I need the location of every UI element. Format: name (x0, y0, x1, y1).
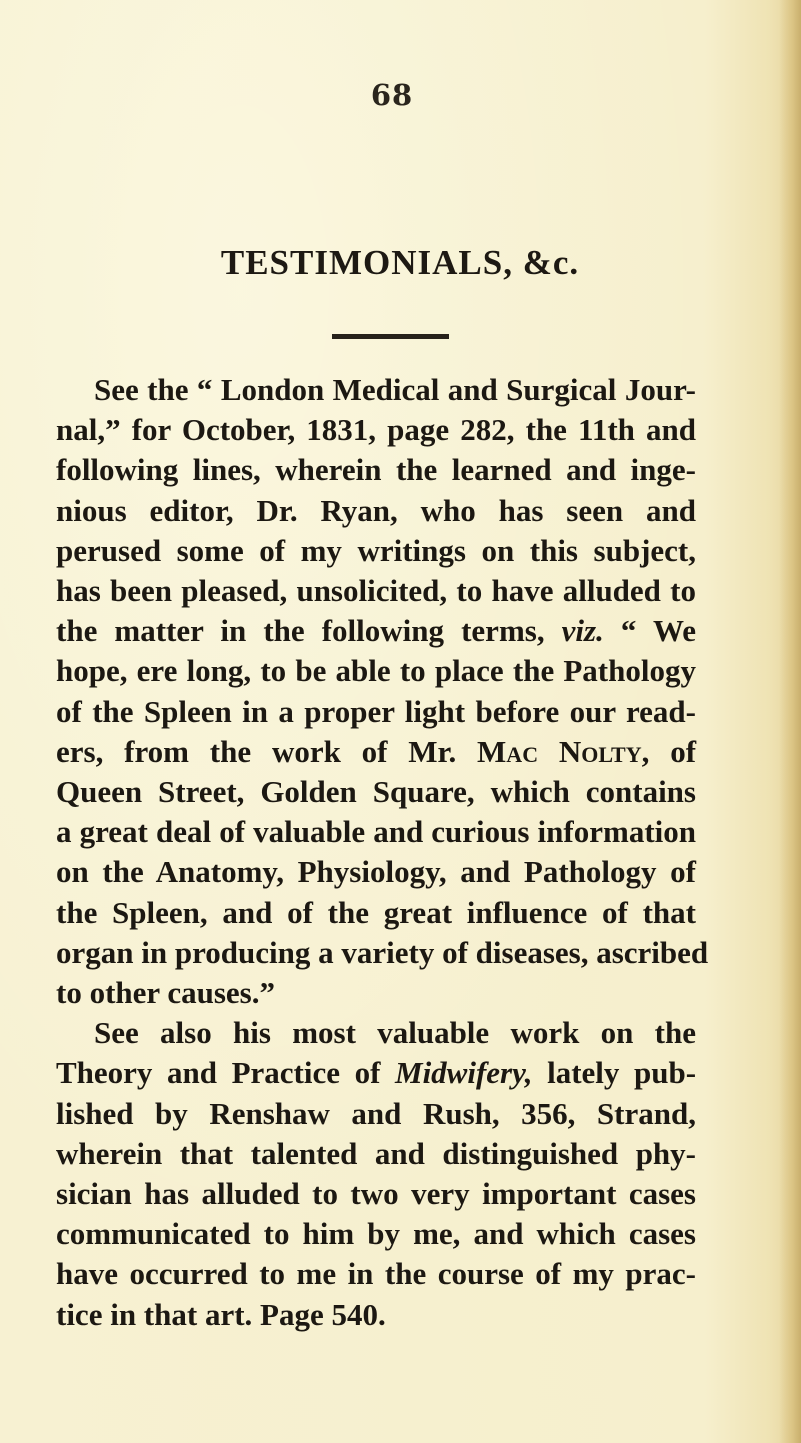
text-line: tice in that art. Page 540. (56, 1296, 386, 1332)
text-line: nious editor, Dr. Ryan, who has seen and (56, 492, 696, 528)
text-line: sician has alluded to two very important cases (56, 1176, 696, 1212)
text-line (56, 611, 696, 651)
page-number: 68 (370, 78, 414, 112)
italic-fragment: viz. (561, 613, 604, 649)
text-fragment: lately pub- (547, 1055, 697, 1091)
text-fragment: the matter in the following terms, (56, 613, 545, 649)
text-line: perused some of my writings on this subject, (56, 532, 696, 568)
title-divider (332, 334, 449, 339)
text-line: a great deal of valuable and curious information (56, 814, 696, 850)
text-line: wherein that talented and distinguished phy- (56, 1135, 696, 1171)
text-fragment: ers, from the work of Mr. (56, 733, 457, 769)
text-line: on the Anatomy, Physiology, and Pathology of (56, 854, 696, 890)
text-line: has been pleased, unsolicited, to have alluded to (56, 573, 696, 609)
text-line: the Spleen, and of the great influence of that (56, 894, 696, 930)
text-line: following lines, wherein the learned and inge- (56, 452, 696, 488)
text-fragment: of (670, 733, 697, 769)
small-caps-name: Mac Nolty, (477, 733, 650, 769)
text-line: See the “ London Medical and Surgical Jour- (94, 372, 696, 407)
page-edge-shadow (779, 0, 801, 1443)
text-line: communicated to him by me, and which cases (56, 1216, 696, 1252)
body-text (56, 370, 709, 1335)
text-fragment: “ We (620, 613, 696, 649)
text-line: nal,” for October, 1831, page 282, the 11th and (56, 412, 696, 448)
text-line (56, 1053, 696, 1093)
text-line: hope, ere long, to be able to place the Pathology (56, 653, 696, 689)
text-line: See also his most valuable work on the (94, 1015, 696, 1051)
text-line: Queen Street, Golden Square, which contains (56, 774, 696, 810)
text-line: have occurred to me in the course of my prac- (56, 1256, 696, 1292)
page-title: TESTIMONIALS, &c. (220, 243, 580, 282)
text-fragment: Theory and Practice of (56, 1055, 381, 1091)
text-line: organ in producing a variety of diseases, ascribed (56, 934, 709, 970)
text-line: lished by Renshaw and Rush, 356, Strand, (56, 1095, 696, 1131)
text-line (56, 732, 696, 772)
text-line: of the Spleen in a proper light before our read- (56, 693, 696, 729)
text-line: to other causes.” (56, 975, 275, 1011)
italic-fragment: Midwifery, (395, 1055, 533, 1091)
